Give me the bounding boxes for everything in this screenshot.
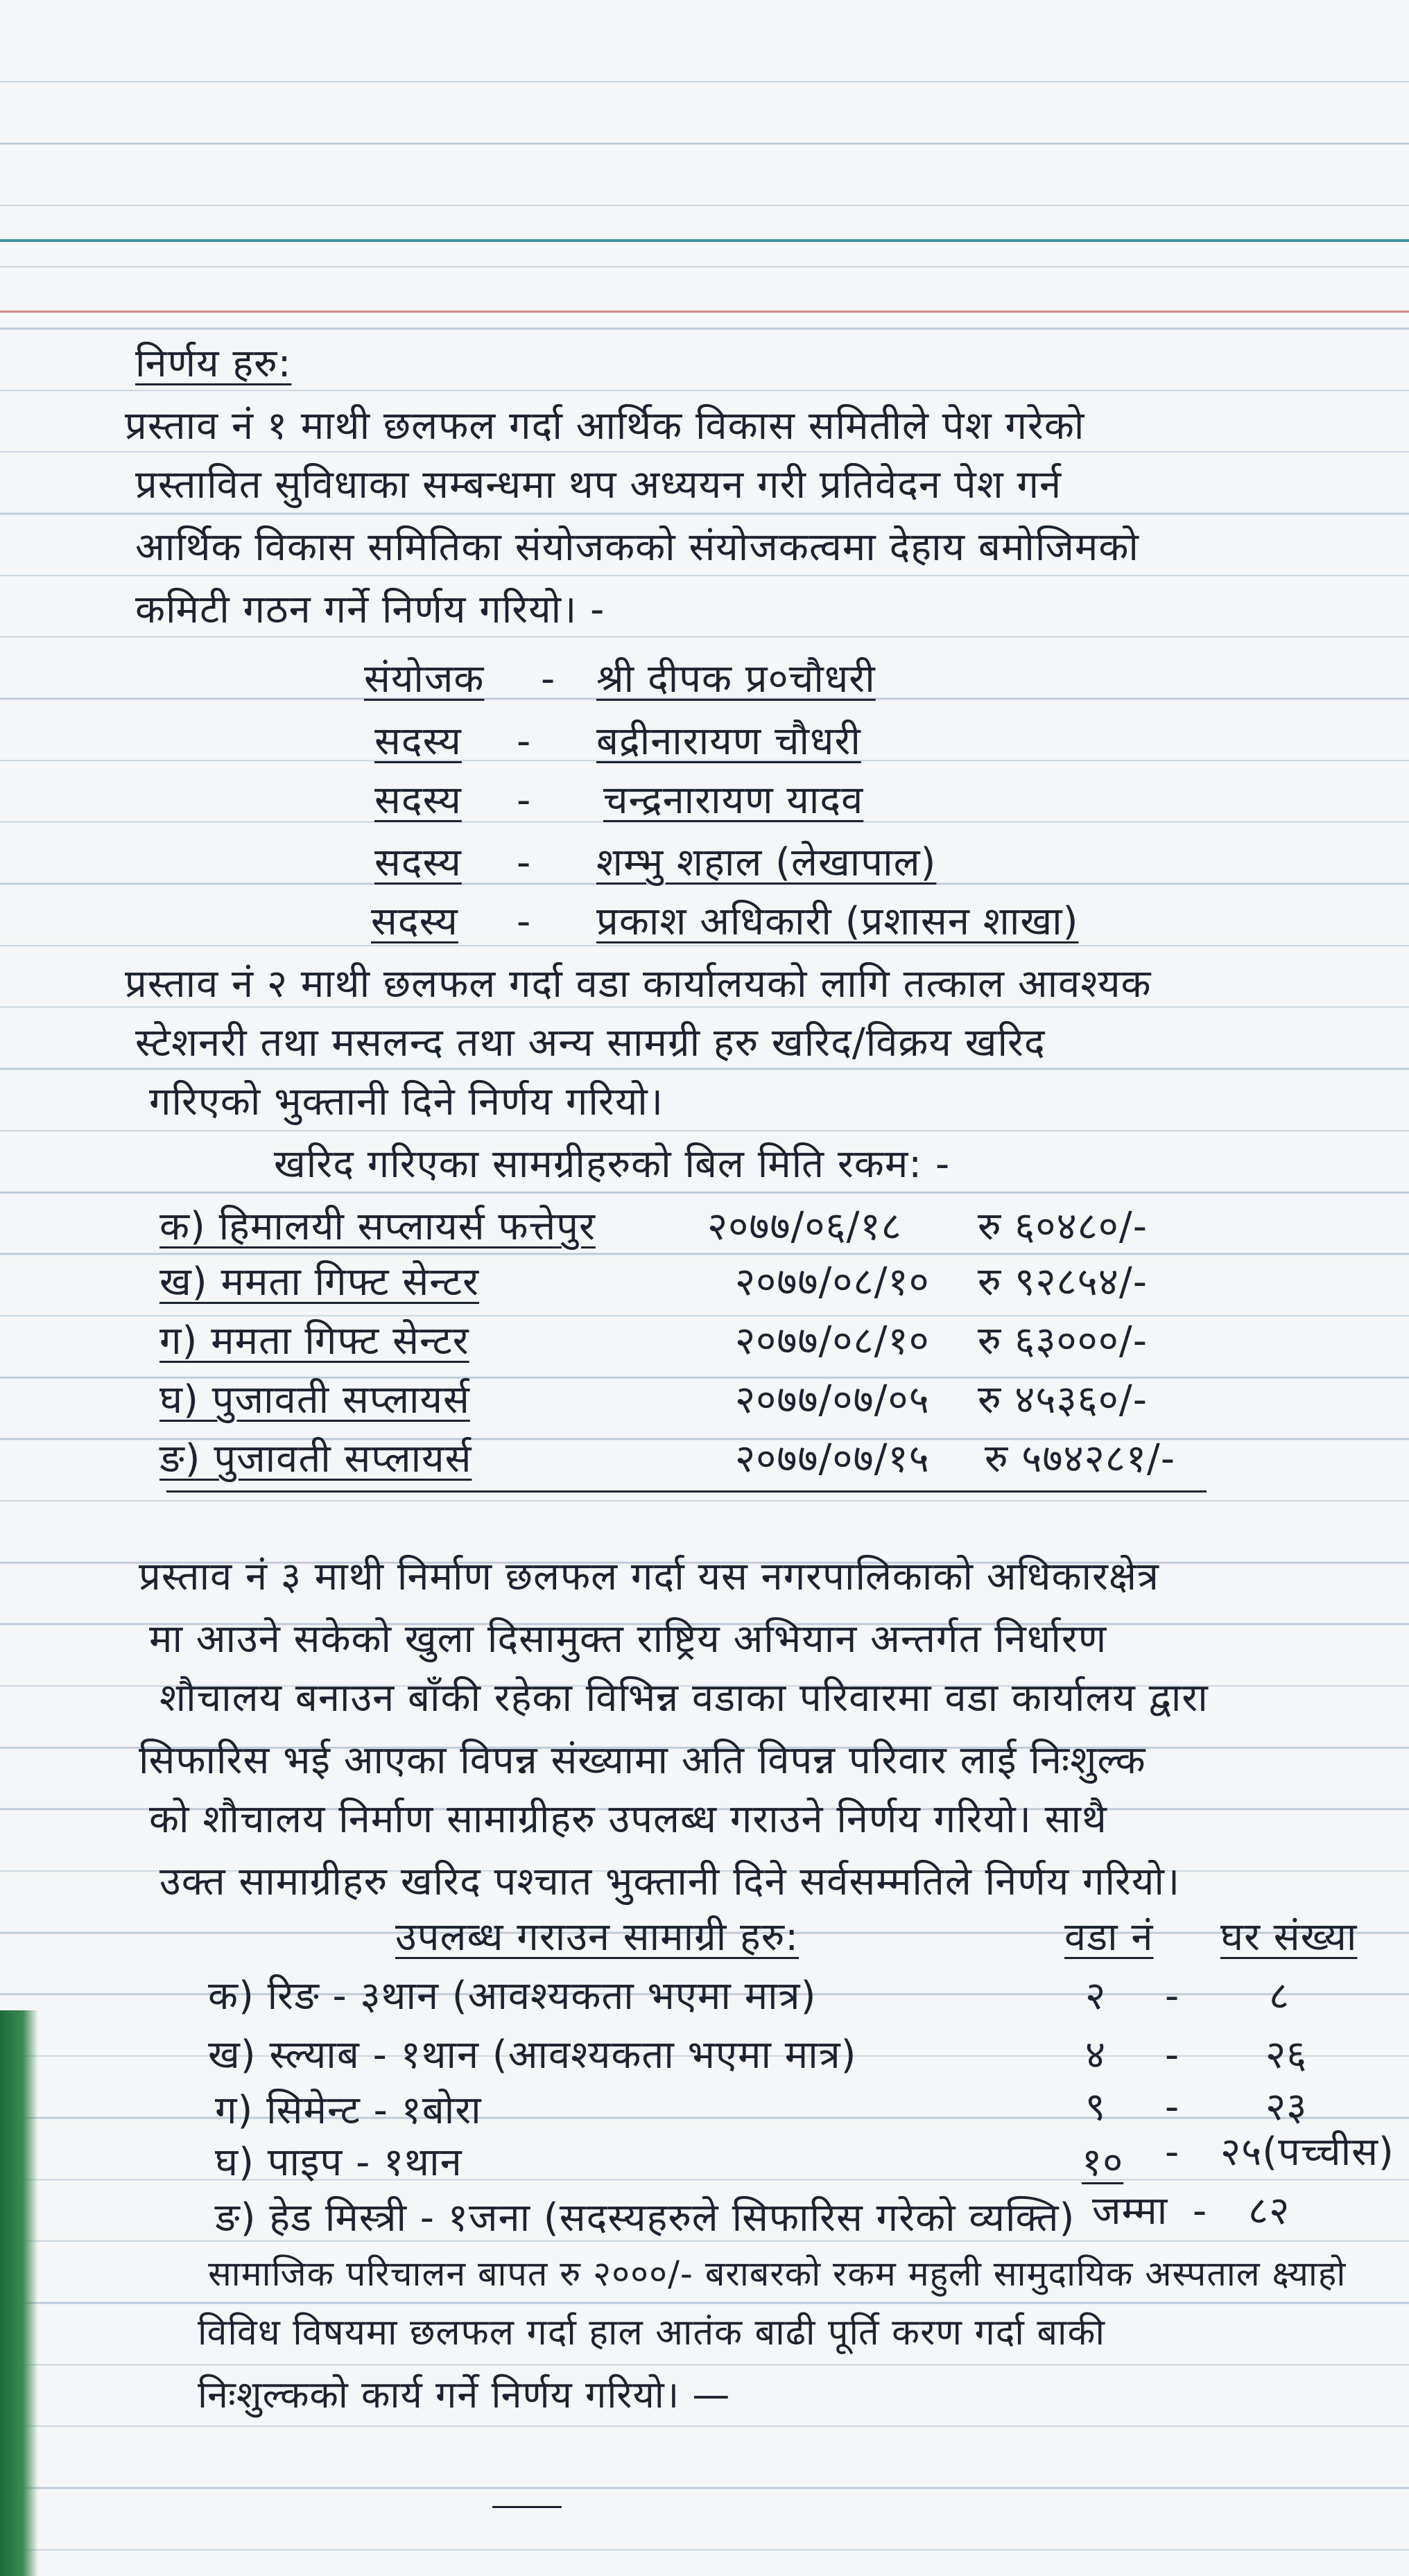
resolution2-line: प्रस्ताव नं २ माथी छलफल गर्दा वडा कार्यालयको लागि तत्काल आवश्यक xyxy=(125,961,1152,1007)
bill-date: २०७७/०७/०५ xyxy=(735,1377,930,1422)
closing-line: सामाजिक परिचालन बापत रु २०००/- बराबरको रकम महुली सामुदायिक अस्पताल क्ष्याहो xyxy=(208,2254,1347,2294)
bill-vendor: ख) ममता गिफ्ट सेन्टर xyxy=(159,1260,479,1305)
bill-date: २०७७/०७/१५ xyxy=(735,1436,930,1481)
committee-dash: - xyxy=(541,656,556,702)
resolution3-line: सिफारिस भई आएका विपन्न संख्यामा अति विपन्न परिवार लाई निःशुल्क xyxy=(139,1738,1146,1783)
bill-vendor: ङ) पुजावती सप्लायर्स xyxy=(159,1436,472,1481)
bill-vendor: ग) ममता गिफ्ट सेन्टर xyxy=(159,1319,469,1364)
bills-subheading: खरिद गरिएका सामग्रीहरुको बिल मिति रकम: - xyxy=(274,1142,951,1187)
committee-role: सदस्य xyxy=(374,840,462,885)
committee-role: सदस्य xyxy=(374,778,462,823)
bill-vendor: घ) पुजावती सप्लायर्स xyxy=(159,1377,470,1422)
ward-number: १० xyxy=(1082,2140,1124,2185)
ward-dash: - xyxy=(1165,2085,1180,2130)
committee-dash: - xyxy=(517,778,532,823)
house-count-column-heading: घर संख्या xyxy=(1220,1915,1358,1960)
resolution3-line: मा आउने सकेको खुला दिसामुक्त राष्ट्रिय अभियान अन्तर्गत निर्धारण xyxy=(149,1617,1107,1662)
bill-amount: रु ६०४८०/- xyxy=(978,1204,1148,1249)
committee-member: प्रकाश अधिकारी (प्रशासन शाखा) xyxy=(596,899,1079,944)
resolution3-line: शौचालय बनाउन बाँकी रहेका विभिन्न वडाका परिवारमा वडा कार्यालय द्वारा xyxy=(159,1676,1209,1721)
committee-role: सदस्य xyxy=(371,899,458,944)
resolution3-line: उक्त सामाग्रीहरु खरिद पश्चात भुक्तानी दिने सर्वसम्मतिले निर्णय गरियो। xyxy=(159,1859,1181,1904)
resolution1-line: आर्थिक विकास समितिका संयोजकको संयोजकत्वमा देहाय बमोजिमको xyxy=(135,525,1139,570)
committee-member: चन्द्रनारायण यादव xyxy=(603,778,864,823)
resolution1-line: प्रस्ताव नं १ माथी छलफल गर्दा आर्थिक विकास समितीले पेश गरेको xyxy=(125,403,1085,449)
committee-dash: - xyxy=(517,840,532,885)
committee-dash: - xyxy=(517,719,532,764)
total-label: जम्मा xyxy=(1092,2188,1168,2234)
bill-vendor: क) हिमालयी सप्लायर्स फत्तेपुर xyxy=(159,1204,596,1249)
notebook-top-rule xyxy=(0,239,1409,242)
ward-dash: - xyxy=(1165,2130,1180,2175)
total-dash: - xyxy=(1193,2188,1208,2234)
bill-amount: रु ५७४२८१/- xyxy=(985,1436,1176,1481)
bill-amount: रु ९२८५४/- xyxy=(978,1260,1148,1305)
house-count: ८ xyxy=(1269,1974,1290,2019)
ward-number: ४ xyxy=(1085,2033,1107,2078)
section-divider xyxy=(166,1490,1207,1492)
resolution2-line: गरिएको भुक्तानी दिने निर्णय गरियो। xyxy=(149,1079,664,1124)
material-item: घ) पाइप - १थान xyxy=(215,2140,463,2185)
committee-role: संयोजक xyxy=(364,656,485,702)
bill-amount: रु ६३०००/- xyxy=(978,1319,1148,1364)
resolution2-line: स्टेशनरी तथा मसलन्द तथा अन्य सामग्री हरु खरिद/विक्रय खरिद xyxy=(135,1020,1046,1065)
bill-date: २०७७/०६/१८ xyxy=(707,1204,902,1249)
house-count: २६ xyxy=(1265,2033,1308,2078)
resolution1-line: प्रस्तावित सुविधाका सम्बन्धमा थप अध्ययन गरी प्रतिवेदन पेश गर्न xyxy=(135,462,1062,507)
resolution3-line: प्रस्ताव नं ३ माथी निर्माण छलफल गर्दा यस नगरपालिकाको अधिकारक्षेत्र xyxy=(139,1554,1159,1599)
page-heading: निर्णय हरु: xyxy=(135,341,292,386)
closing-line: निःशुल्कको कार्य गर्ने निर्णय गरियो। — xyxy=(198,2373,731,2417)
material-item: ग) सिमेन्ट - १बोरा xyxy=(215,2088,482,2133)
total-count: ८२ xyxy=(1248,2188,1290,2234)
bill-date: २०७७/०८/१० xyxy=(735,1260,930,1305)
committee-member: श्री दीपक प्र०चौधरी xyxy=(596,656,876,702)
end-mark xyxy=(492,2506,562,2508)
house-count: २५(पच्चीस) xyxy=(1220,2130,1394,2175)
resolution1-line: कमिटी गठन गर्ने निर्णय गरियो। - xyxy=(135,587,605,632)
ward-number: ९ xyxy=(1085,2085,1107,2130)
house-count: २३ xyxy=(1265,2085,1308,2130)
committee-role: सदस्य xyxy=(374,719,462,764)
material-item: क) रिङ - ३थान (आवश्यकता भएमा मात्र) xyxy=(208,1974,817,2019)
committee-member: बद्रीनारायण चौधरी xyxy=(596,719,861,764)
committee-member: शम्भु शहाल (लेखापाल) xyxy=(596,840,937,885)
notebook-margin-rule xyxy=(0,311,1409,313)
ward-dash: - xyxy=(1165,2033,1180,2078)
closing-line: विविध विषयमा छलफल गर्दा हाल आतंक बाढी पूर्ति करण गर्दा बाकी xyxy=(198,2312,1105,2353)
material-item: ङ) हेड मिस्त्री - १जना (सदस्यहरुले सिफारिस गरेको व्यक्ति) xyxy=(215,2195,1075,2240)
ward-number: २ xyxy=(1085,1974,1107,2019)
bill-amount: रु ४५३६०/- xyxy=(978,1377,1148,1422)
binding-edge xyxy=(0,2010,38,2576)
items-table-heading: उपलब्ध गराउन सामाग्री हरु: xyxy=(395,1915,799,1960)
ward-dash: - xyxy=(1165,1974,1180,2019)
committee-dash: - xyxy=(517,899,532,944)
ward-column-heading: वडा नं xyxy=(1064,1915,1154,1960)
bill-date: २०७७/०८/१० xyxy=(735,1319,930,1364)
resolution3-line: को शौचालय निर्माण सामाग्रीहरु उपलब्ध गराउने निर्णय गरियो। साथै xyxy=(149,1797,1107,1842)
material-item: ख) स्ल्याब - १थान (आवश्यकता भएमा मात्र) xyxy=(208,2033,857,2078)
